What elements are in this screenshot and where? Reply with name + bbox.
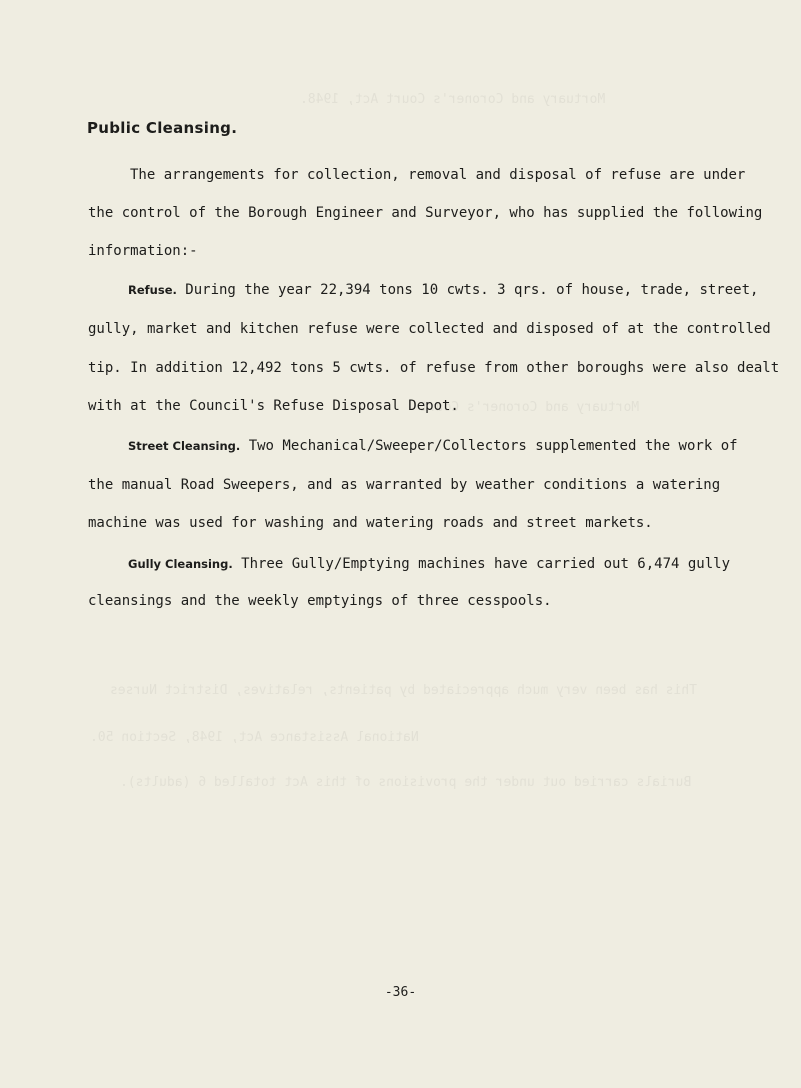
show-through-decoration: National Assistance Act, 1948, Section 50. (90, 730, 419, 745)
street-label: Street Cleansing. (128, 439, 241, 453)
street-line-2: the manual Road Sweepers, and as warranted by weather conditions a watering (88, 477, 721, 493)
intro-line-1: The arrangements for collection, removal and disposal of refuse are under (130, 167, 746, 183)
show-through-decoration: Burials carried out under the provisions of this Act totalled 6 (adults). (120, 775, 692, 790)
refuse-line-3: tip. In addition 12,492 tons 5 cwts. of refuse from other boroughs were also dealt (88, 360, 780, 376)
section-heading: Public Cleansing. (87, 119, 238, 137)
street-line-3: machine was used for washing and watering roads and street markets. (88, 515, 653, 531)
gully-line-1 (128, 555, 730, 573)
refuse-line-2: gully, market and kitchen refuse were collected and disposed of at the controlled (88, 321, 771, 337)
refuse-line-4: with at the Council's Refuse Disposal Depot. (88, 398, 459, 414)
intro-line-3: information:- (88, 243, 198, 259)
gully-label: Gully Cleansing. (128, 557, 233, 571)
show-through-decoration: Mortuary and Coroner's Court Act, 1948. (300, 92, 606, 107)
page-number: -36- (384, 985, 417, 1000)
refuse-label: Refuse. (128, 283, 177, 297)
gully-line-2: cleansings and the weekly emptyings of three cesspools. (88, 593, 552, 609)
show-through-decoration: This has been very much appreciated by patients, relatives, District Nurses (110, 683, 697, 698)
refuse-text: During the year 22,394 tons 10 cwts. 3 qrs. of house, trade, street, (176, 282, 759, 298)
intro-line-2: the control of the Borough Engineer and Surveyor, who has supplied the following (88, 205, 763, 221)
street-text: Two Mechanical/Sweeper/Collectors supplemented the work of (240, 438, 738, 454)
show-through-decoration: Mortuary and Coroner's Court (420, 400, 640, 415)
street-line-1 (128, 437, 738, 455)
refuse-line-1 (128, 281, 758, 299)
gully-text: Three Gully/Emptying machines have carried out 6,474 gully (232, 556, 731, 572)
